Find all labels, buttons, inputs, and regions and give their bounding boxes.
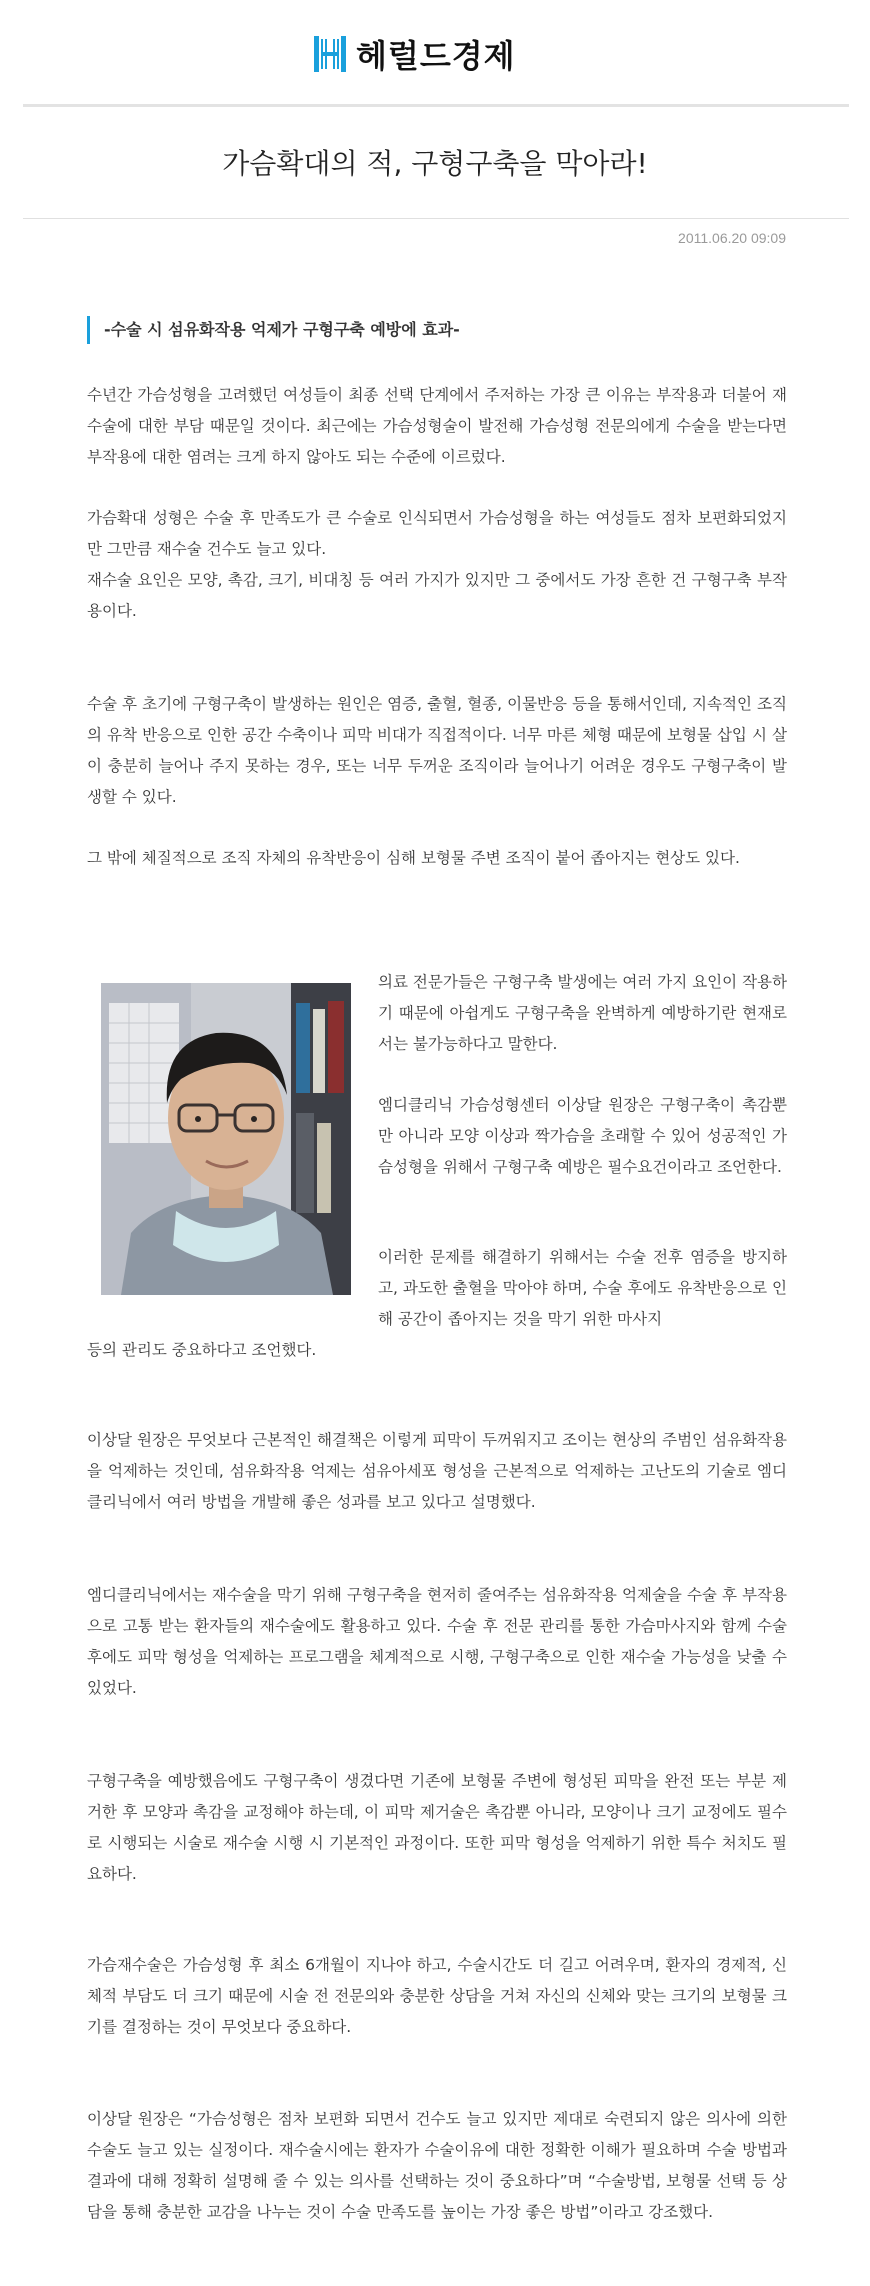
paragraph-11: 가슴재수술은 가슴성형 후 최소 6개월이 지나야 하고, 수술시간도 더 길고 어려우며, 환자의 경제적, 신체적 부담도 더 크기 때문에 시술 전 전문의와 충분한 상담을 거쳐 자신의 신체와 맞는 크기의 보형물 크기를 결정하는 것이 무엇보다 중요하다. [87, 1956, 787, 2036]
paragraph-5: 의료 전문가들은 구형구축 발생에는 여러 가지 요인이 작용하기 때문에 아쉽게도 구형구축을 완벽하게 예방하기란 현재로서는 불가능하다고 말한다. [378, 973, 787, 1053]
doctor-photo [101, 983, 351, 1295]
paragraph-7a: 이러한 문제를 해결하기 위해서는 수술 전후 염증을 방지하고, 과도한 출혈을 막아야 하며, 수술 후에도 유착반응으로 인해 공간이 좁아지는 것을 막기 위한 마사지 [378, 1248, 787, 1328]
article-title: 가슴확대의 적, 구형구축을 막아라! [222, 147, 648, 180]
paragraph-7b: 등의 관리도 중요하다고 조언했다. [87, 1341, 317, 1359]
logo-text: 헤럴드경제 [356, 37, 516, 75]
paragraph-9: 엠디클리닉에서는 재수술을 막기 위해 구형구축을 현저히 줄여주는 섬유화작용 억제술을 수술 후 부작용으로 고통 받는 환자들의 재수술에도 활용하고 있다. 수술 후 전문 관리를 통한 가슴마사지와 함께 수술 후에도 피막 형성을 억제하는 프로그램을 체계적으로 시행, 구형구축으로 인한 재수술 가능성을 낮출 수 있었다. [87, 1586, 787, 1697]
paragraph-2a: 가슴확대 성형은 수술 후 만족도가 큰 수술로 인식되면서 가슴성형을 하는 여성들도 점차 보편화되었지만 그만큼 재수술 건수도 늘고 있다. [87, 509, 787, 558]
article-subheading: -수술 시 섬유화작용 억제가 구형구축 예방에 효과- [87, 316, 460, 344]
header-divider [23, 104, 849, 107]
title-divider [23, 218, 849, 219]
site-logo[interactable] [314, 34, 516, 74]
paragraph-3: 수술 후 초기에 구형구축이 발생하는 원인은 염증, 출혈, 혈종, 이물반응 등을 통해서인데, 지속적인 조직의 유착 반응으로 인한 공간 수축이나 피막 비대가 직접적이다. 너무 마른 체형 때문에 보형물 삽입 시 살이 충분히 늘어나 주지 못하는 경우, 또는 너무 두꺼운 조직이라 늘어나기 어려운 경우도 구형구축이 발생할 수 있다. [87, 695, 787, 806]
paragraph-1: 수년간 가슴성형을 고려했던 여성들이 최종 선택 단계에서 주저하는 가장 큰 이유는 부작용과 더불어 재수술에 대한 부담 때문일 것이다. 최근에는 가슴성형술이 발전해 가슴성형 전문의에게 수술을 받는다면 부작용에 대한 염려는 크게 하지 않아도 되는 수준에 이르렀다. [87, 386, 787, 466]
paragraph-4: 그 밖에 체질적으로 조직 자체의 유착반응이 심해 보형물 주변 조직이 붙어 좁아지는 현상도 있다. [87, 849, 740, 867]
paragraph-8: 이상달 원장은 무엇보다 근본적인 해결책은 이렇게 피막이 두꺼워지고 조이는 현상의 주범인 섬유화작용을 억제하는 것인데, 섬유화작용 억제는 섬유아세포 형성을 근본적으로 억제하는 고난도의 기술로 엠디클리닉에서 여러 방법을 개발해 좋은 성과를 보고 있다고 설명했다. [87, 1431, 787, 1511]
article-date: 2011.06.20 09:09 [678, 230, 786, 246]
paragraph-12: 이상달 원장은 “가슴성형은 점차 보편화 되면서 건수도 늘고 있지만 제대로 숙련되지 않은 의사에 의한 수술도 늘고 있는 실정이다. 재수술시에는 환자가 수술이유에 대한 정확한 이해가 필요하며 수술 방법과 결과에 대해 정확히 설명해 줄 수 있는 의사를 선택하는 것이 중요하다”며 “수술방법, 보형물 선택 등 상담을 통해 충분한 교감을 나누는 것이 수술 만족도를 높이는 가장 좋은 방법”이라고 강조했다. [87, 2110, 787, 2221]
site-header [0, 0, 870, 107]
doctor-portrait-image [101, 983, 351, 1295]
paragraph-2b: 재수술 요인은 모양, 촉감, 크기, 비대칭 등 여러 가지가 있지만 그 중에서도 가장 흔한 건 구형구축 부작용이다. [87, 571, 787, 620]
herald-h-logo-icon [314, 36, 346, 72]
paragraph-10: 구형구축을 예방했음에도 구형구축이 생겼다면 기존에 보형물 주변에 형성된 피막을 완전 또는 부분 제거한 후 모양과 촉감을 교정해야 하는데, 이 피막 제거술은 촉감뿐 아니라, 모양이나 크기 교정에도 필수로 시행되는 시술로 재수술 시행 시 기본적인 과정이다. 또한 피막 형성을 억제하기 위한 특수 처치도 필요하다. [87, 1772, 787, 1883]
paragraph-6: 엠디클리닉 가슴성형센터 이상달 원장은 구형구축이 촉감뿐만 아니라 모양 이상과 짝가슴을 초래할 수 있어 성공적인 가슴성형을 위해서 구형구축 예방은 필수요건이라고 조언한다. [378, 1096, 787, 1176]
